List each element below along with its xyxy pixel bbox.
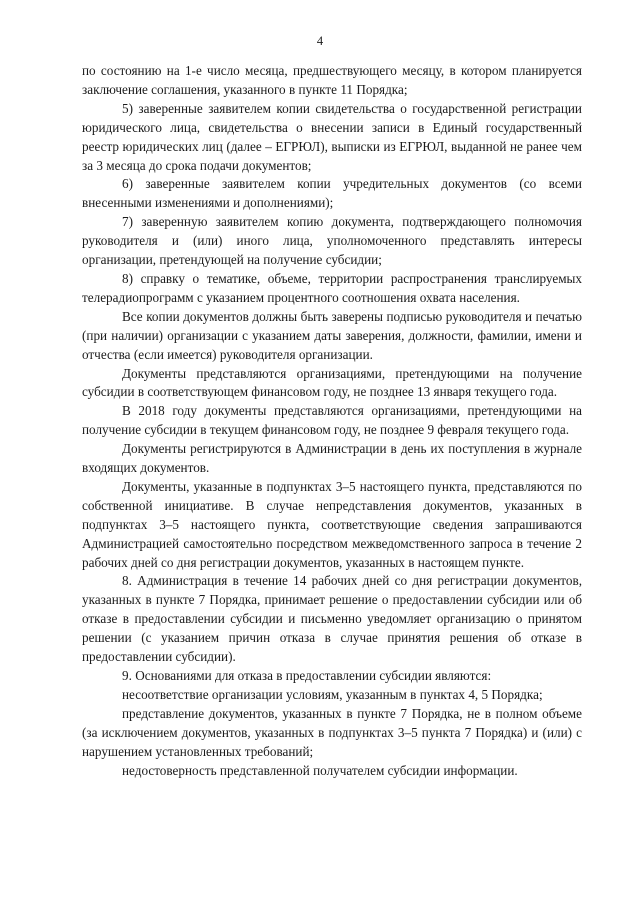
paragraph-registration: Документы регистрируются в Администрации в день их поступления в журнале входящих документов. (82, 441, 582, 476)
paragraph-item-7: 7) заверенную заявителем копию документа, подтверждающего полномочия руководителя и (или) иного лица, уполномоченного представлять интересы организации, претендующей на получение субсидии; (82, 214, 582, 268)
paragraph-refusal-ground-1: несоответствие организации условиям, указанным в пунктах 4, 5 Порядка; (122, 686, 543, 702)
paragraph-2018-deadline: В 2018 году документы представляются организациями, претендующими на получение субсидии в текущем финансовом году, не позднее 9 февраля текущего года. (82, 403, 582, 438)
paragraph-item-8: 8) справку о тематике, объеме, территории распространения транслируемых телерадиопрограмм с указанием процентного соотношения охвата населения. (82, 270, 582, 305)
paragraph-continuation: по состоянию на 1-е число месяца, предшествующего месяцу, в котором планируется заключение соглашения, указанного в пункте 11 Порядка; (82, 63, 582, 97)
paragraph-copies-certification: Все копии документов должны быть заверены подписью руководителя и печатью (при наличии) организации с указанием даты заверения, должности, фамилии, имени и отчества (если имеется) руководителя организации. (82, 308, 582, 362)
paragraph-own-initiative: Документы, указанные в подпунктах 3–5 настоящего пункта, представляются по собственной инициативе. В случае непредставления документов, указанных в подпунктах 3–5 настоящего пункта, соответствующие сведения запрашиваются Администрацией самостоятельно посредством межведомственного запроса в течение 2 рабочих дней со дня регистрации документов, указанных в настоящем пункте. (82, 478, 582, 570)
paragraph-submission-deadline: Документы представляются организациями, претендующими на получение субсидии в соответствующем финансовом году, не позднее 13 января текущего года. (82, 365, 582, 400)
paragraph-section-9: 9. Основаниями для отказа в предоставлении субсидии являются: (122, 668, 492, 683)
paragraph-refusal-ground-3: недостоверность представленной получателем субсидии информации. (122, 762, 518, 778)
paragraph-item-5: 5) заверенные заявителем копии свидетельства о государственной регистрации юридического лица, свидетельства о внесении записи в Единый государственный реестр юридических лиц (далее – ЕГРЮЛ), выписки из ЕГРЮЛ, выданной не ранее чем за 3 месяца до срока подачи документов; (82, 100, 582, 173)
paragraph-section-8: 8. Администрация в течение 14 рабочих дней со дня регистрации документов, указанных в пункте 7 Порядка, принимает решение о предоставлении субсидии или об отказе в предоставлении субсидии и письменно уведомляет организацию о принятом решении (с указанием причин отказа в случае принятия решения об отказе в предоставлении субсидии). (82, 573, 582, 665)
page-number: 4 (316, 34, 324, 48)
paragraph-refusal-ground-2: представление документов, указанных в пункте 7 Порядка, не в полном объеме (за исключением документов, указанных в подпунктах 3–5 пункта 7 Порядка) и (или) с нарушением установленных требований; (82, 705, 582, 759)
paragraph-item-6: 6) заверенные заявителем копии учредительных документов (со всеми внесенными изменениями и дополнениями); (82, 176, 582, 211)
document-body (82, 62, 582, 780)
